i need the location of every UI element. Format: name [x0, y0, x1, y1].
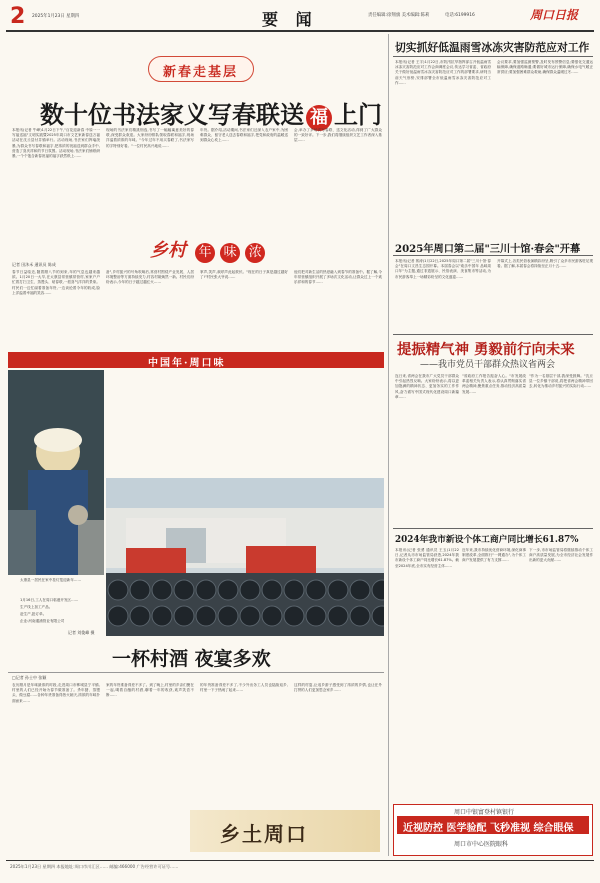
footer-logo-text: 乡土周口 — [220, 822, 308, 846]
masthead — [0, 0, 600, 32]
page-number: 2 — [10, 4, 26, 29]
factory-caption-3: 赶生产,抢订单。 — [20, 612, 47, 616]
right-a4-col-2: 近年来,我市持续优化营商环境,深化商事制度改革,全面推行"一网通办",为个体工商户发展提供了有力支撑…… — [462, 548, 526, 563]
worker-illustration — [8, 370, 104, 575]
sub-col-3: 掌声,笑声,欢呼声此起彼伏。"现在的日子真是越过越好了!"村民张大爷说…… — [200, 270, 288, 280]
ad-top-line: 周口中银富登村镇银行 — [454, 809, 515, 816]
sub-col-4: 他们把对新生活的热爱融入到春节的准备中。据了解,今年常营镇组织开展了多场次文化活动,让群众过上一个欢乐祥和的春节…… — [294, 270, 382, 285]
right-subheadline-3: ——我市党员干部群众热议省两会 — [420, 360, 556, 370]
bottom-rule — [8, 672, 384, 673]
editor-line: 责任编辑:徐翔旗 美术编辑:陈莉 — [368, 13, 430, 18]
footer-logo-box — [190, 810, 380, 852]
sub-char-3: 浓 — [245, 243, 265, 263]
sub-headline-pre: 乡村 — [150, 240, 186, 261]
lead-col-2: 现场的书法家们精挑细选,书写了一幅幅寓意美好的春联,深受群众欢迎。大家纷纷排队领取春联和福字,现场洋溢着浓浓的年味。"今年过年不用买春联了,书法家写的字特别好看。"一位村民高兴地说…… — [106, 128, 194, 148]
sub-char-1: 年 — [195, 243, 215, 263]
main-headline-post: 上门 — [334, 100, 382, 129]
right-headline-2: 2025年周口第二届"三川十馆·春会"开幕 — [395, 243, 581, 255]
kicker-badge — [148, 56, 254, 82]
ad-slogan: 近视防控 医学验配 飞秒准视 综合眼保 — [403, 823, 574, 834]
right-a2-col-1: 本报讯(记者 郭涛)1月22日,2025年周口第二届"三川十馆·春会"在周口文昌生态园开幕。本届春会以"欢乐中国年 品味周口年"为主题,通过非遗展示、民俗表演、美食集市等活动,为市民游客奉上一场精彩纷呈的文化盛宴…… — [395, 259, 491, 279]
right-a4-col-3: 下一步,市市场监管局将继续推动个体工商户高质量发展,为全市经济社会发展作出新的更大贡献…… — [529, 548, 593, 563]
footer-line: 2025年1月23日 星期四 本报地址:周口市川汇区…… 邮编:466000 广告经营许可证号…… — [10, 864, 179, 869]
sub-col-1: 春节日益临近,随着腊八节的到来,年的气息也越来越浓。1月20日一大早,在太康县常营镇常营村,家家户户忙着打扫卫生、蒸馒头、贴春联,一派喜气洋洋的景象。村民们一边忙碌着准备年货,一边谈论着今年的收成,脸上洋溢着幸福的笑容…… — [12, 270, 100, 295]
date-line: 2025年1月23日 星期四 — [32, 14, 80, 19]
worker-photo — [8, 370, 104, 575]
bottom-col-4: 这样的村宴,让返乡游子感受到了浓浓的乡情,也让在外打拼的人们更加思念家乡…… — [294, 683, 382, 693]
photo-credit: 记者 刘俊峰 摄 — [68, 630, 95, 635]
right-a1-col-1: 本报讯(记者 王宇)1月22日,市防汛抗旱指挥部召开低温雨雪冰冻灾害防范应对工作会商调度会议,传达学习省委、省政府关于做好低温雨雪冰冻灾害防范应对工作的部署要求,研判当前天气形势,安排部署全市低温雨雪冰冻灾害防范应对工作…… — [395, 60, 491, 85]
right-a3-col-1: 连日来,省两会在我市广大党员干部群众中引起热烈反响。大家纷纷表示,将以更加饱满的精神状态、更加务实的工作作风,奋力谱写中国式现代化建设周口新篇章…… — [395, 374, 459, 399]
strip-title: 中国年·周口味 — [148, 358, 226, 369]
lead-col-4: 会,举办了多场次写春联、送文化活动,得到了广大群众的一致好评。下一步,我们将继续组织文艺工作者深入基层…… — [294, 128, 382, 143]
right-headline-1: 切实抓好低温雨雪冰冻灾害防范应对工作 — [395, 41, 590, 54]
lead-col-3: 年货。据介绍,活动期间,书法家们还深入农户家中,为困难群众、留守老人送去春联和福字,把党和政府的温暖送到群众心坎上…… — [200, 128, 288, 143]
ad-box — [393, 804, 593, 856]
factory-illustration — [106, 478, 384, 636]
right-rule-4 — [393, 528, 593, 529]
bottom-headline: 一杯村酒 夜宴多欢 — [112, 648, 271, 670]
footer-rule — [6, 860, 594, 861]
bottom-col-1: 农历腊月是年味最浓的时段,走进周口市郸城县宁平镇,村里的人们已经开始为春节做准备了。杀年猪、蒸馒头、做豆腐……各种年货准备得热火朝天,浓浓的年味扑面而来…… — [12, 683, 100, 703]
right-headline-3: 提振精气神 勇毅前行向未来 — [397, 341, 575, 358]
right-headline-4: 2024年我市新设个体工商户同比增长61.87% — [395, 535, 579, 545]
right-a3-col-2: "省政府工作报告振奋人心。"市发展改革委相关负责人表示,将认真贯彻落实省两会精神,聚焦重点任务,推动经济高质量发展…… — [462, 374, 526, 394]
masthead-rule — [6, 30, 594, 32]
photo-caption: 太康县一居民在家中挂灯笼迎新年…… — [20, 578, 82, 582]
right-a2-col-2: 开幕式上,各类民俗表演精彩纷呈,吸引了众多市民游客驻足观看。据了解,本届春会将持续至正月十五…… — [497, 259, 593, 269]
right-rule-3 — [393, 334, 593, 335]
right-a1-col-2: 会议要求,要加强监测预警,及时发布预警信息;要强化交通运输保障,确保道路畅通;要做好城市运行保障,确保水电气暖正常供应;要加强困难群众救助,确保群众温暖过冬…… — [497, 60, 593, 75]
fu-character: 福 — [306, 105, 332, 131]
bottom-byline: □记者 孙士中 张颖 — [12, 675, 47, 680]
bottom-col-3: 的年货准备得差不多了,不少外出务工人员也陆续返乡,村里一下子热闹了起来…… — [200, 683, 288, 693]
kicker-text: 新春走基层 — [163, 65, 239, 80]
factory-caption-4: 企业:河南通浦管业有限公司 — [20, 619, 65, 623]
sub-byline: 记者 田沐禾 通讯员 陈成 — [12, 262, 56, 267]
ad-slogan-bar — [397, 816, 589, 834]
factory-caption-2: 生产线上加工产品。 — [20, 605, 53, 609]
sub-headline — [150, 236, 265, 263]
right-rule-2 — [393, 255, 593, 256]
factory-caption-1: 1月16日,工人在周口临港开发区…… — [20, 598, 79, 602]
strip-banner — [8, 352, 384, 368]
right-a3-col-3: "作为一名基层干部,我深受鼓舞。"沈丘县一位乡镇干部说,将把省两会精神带回去,转化为推动乡村振兴的实际行动…… — [529, 374, 593, 389]
paper-logo: 周口日报 — [530, 8, 579, 22]
bottom-col-2: 家的年货准备得差不多了。到了晚上,村里的乡亲们聚在一起,喝着自酿的村酒,聊着一年的收获,欢声笑语不断…… — [106, 683, 194, 698]
section-title: 要 闻 — [262, 10, 318, 29]
right-rule-1 — [393, 56, 593, 57]
column-divider — [388, 34, 389, 856]
phone-line: 电话:6199916 — [445, 13, 475, 18]
main-headline-pre: 数十位书法家义写春联送 — [40, 100, 304, 129]
factory-photo — [106, 478, 384, 636]
sub-col-2: 备",乡村振兴的号角吹响后,常营村围绕产业发展、人居环境整治等方面持续发力,村容村貌焕然一新。村民们纷纷表示,今年的日子越过越红火…… — [106, 270, 194, 285]
ad-sub-line: 周口市中心医院眼科 — [454, 841, 509, 848]
lead-col-1: 本报讯(记者 牛峰)1月22日下午,"百花迎新春 中原一一写福送福"文明实践暨2025年周口市文艺家新春送万福活动在沈丘县付井镇举行。活动现场,书法家们挥毫泼墨,为群众书写春联和福字,把浓浓的祝福送到群众手中,营造了喜庆祥和的节日氛围。活动现场,书法家们铺纸研墨,一个个饱含新春祝福的福字跃然纸上…… — [12, 128, 100, 159]
main-headline — [40, 95, 382, 131]
right-a4-col-1: 本报讯(记者 张勇 通讯员 王玉)1月22日,记者从市市场监管局获悉,2024年我市新设个体工商户同比增长61.87%。截至2024年底,全市实有经营主体…… — [395, 548, 459, 568]
sub-char-2: 味 — [220, 243, 240, 263]
